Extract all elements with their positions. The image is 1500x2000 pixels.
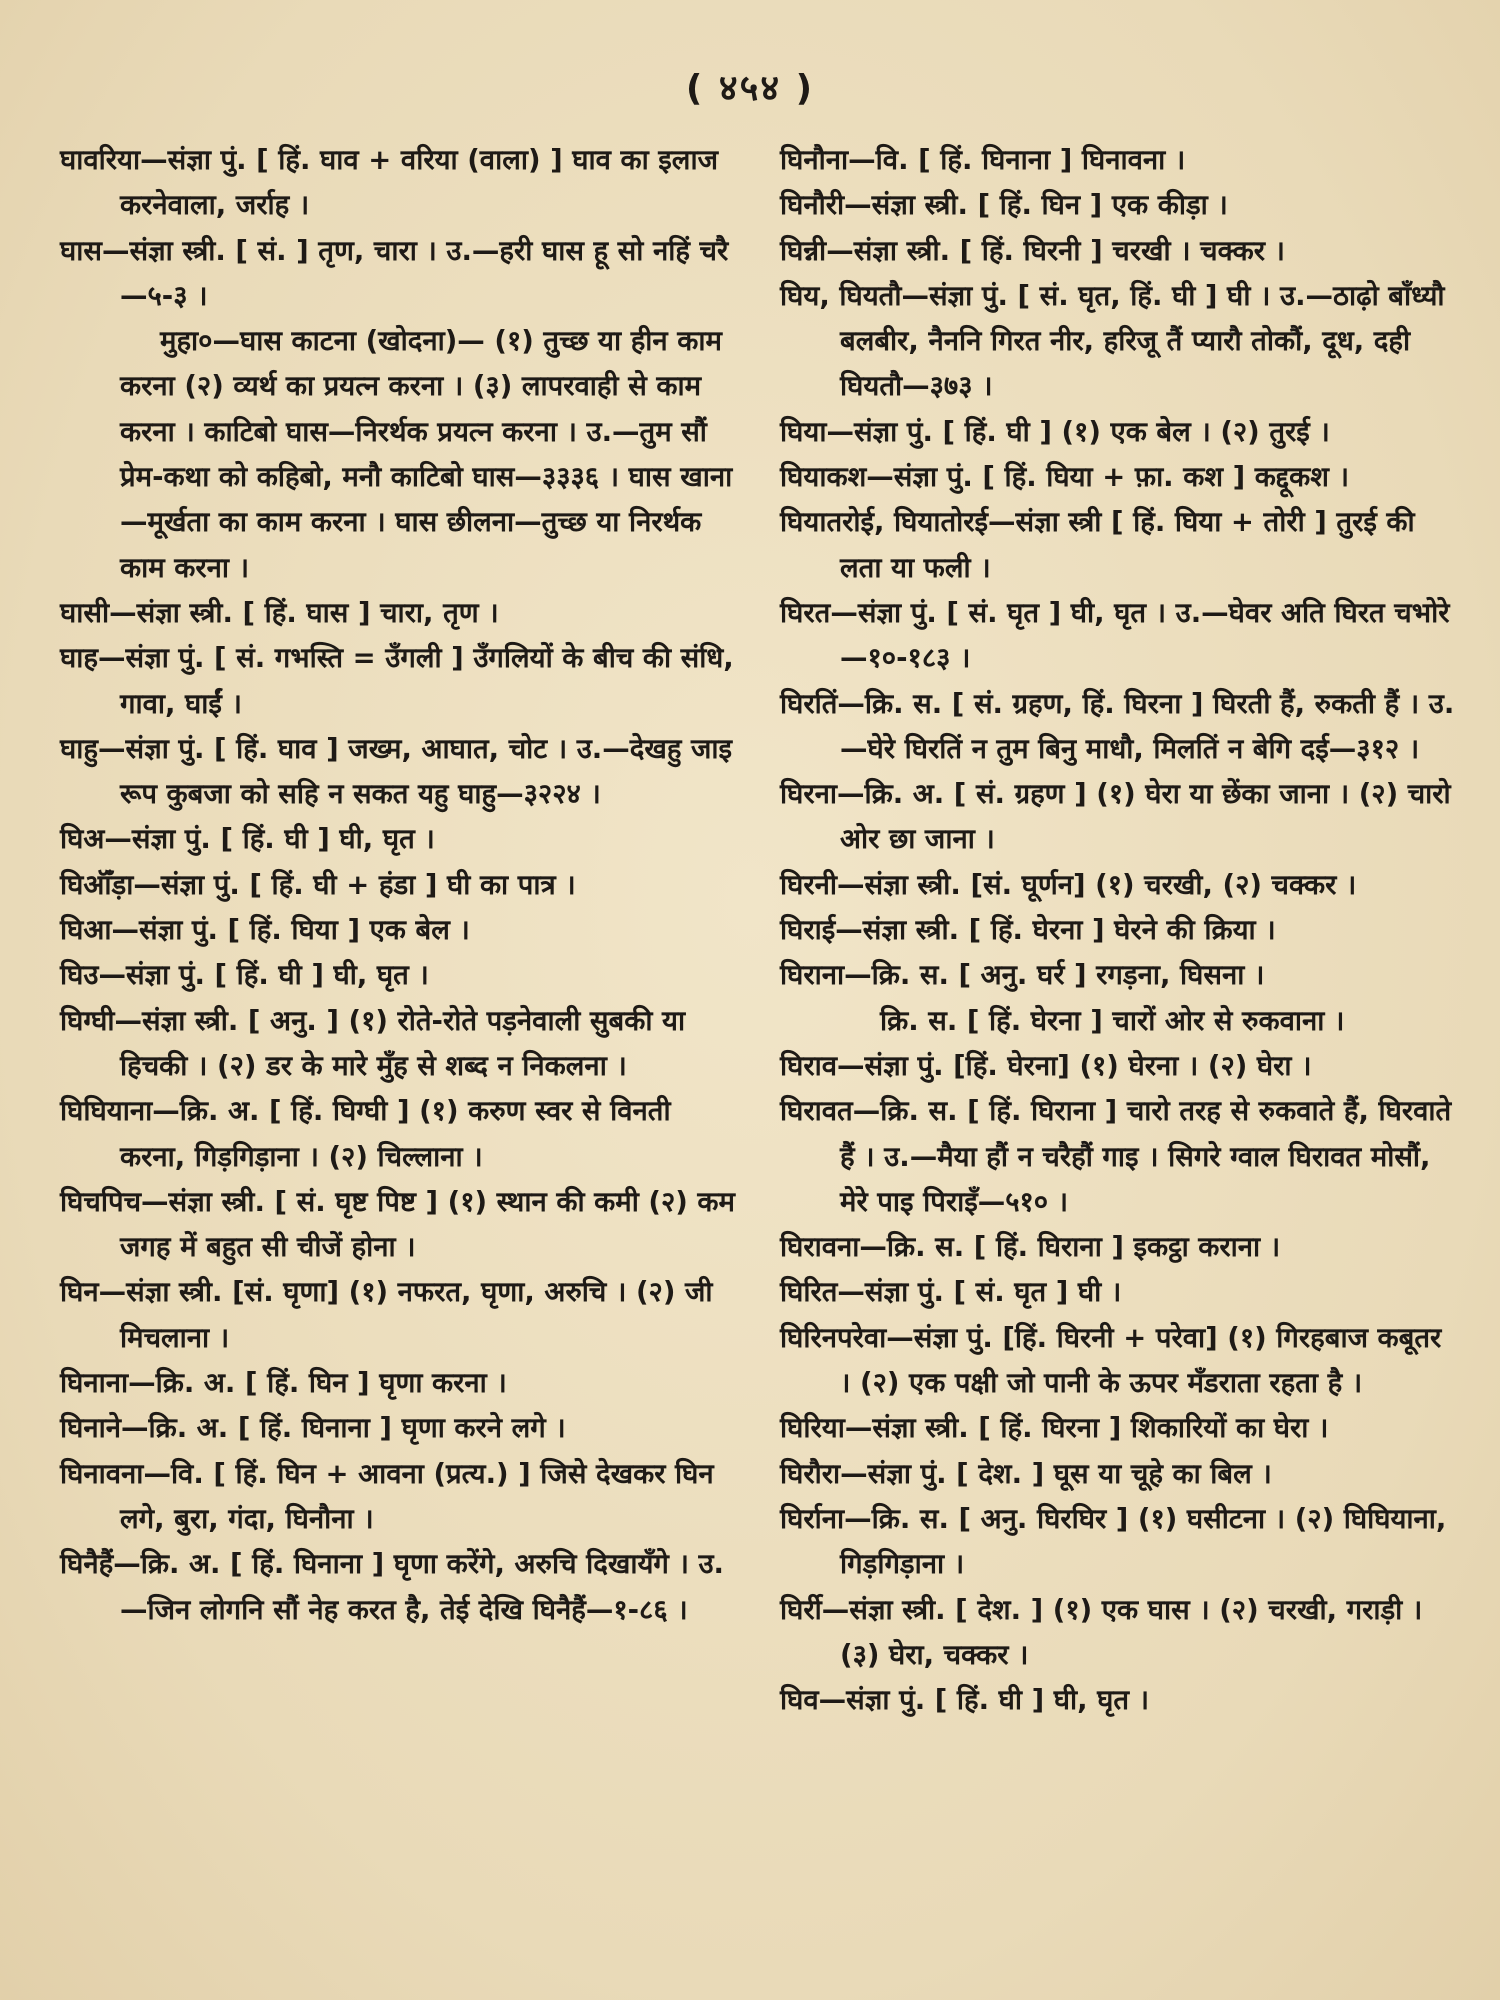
- headword: घावरिया: [60, 144, 141, 176]
- headword: घिया: [780, 415, 827, 448]
- dictionary-entry: [780, 410, 1458, 455]
- dictionary-entry: [780, 500, 1458, 591]
- definition: —संज्ञा स्त्री. [ हिं. घेरना ] घेरने की क्रिया ।: [835, 914, 1276, 947]
- definition: —क्रि. अ. [ हिं. घिनाना ] घृणा करेंगे, अरुचि दिखायँगे । उ.—जिन लोगनि सौं नेह करत है, तेई देखि घिनैहैं—१-८६ ।: [113, 1548, 724, 1626]
- definition: —संज्ञा स्त्री. [सं. घृणा] (१) नफरत, घृणा, अरुचि । (२) जी मिचलाना ।: [98, 1276, 713, 1354]
- headword: घाह: [60, 642, 98, 675]
- definition: —संज्ञा पुं. [हिं. घेरना] (१) घेरना । (२) घेरा ।: [837, 1049, 1312, 1082]
- headword: घिर्राना: [780, 1502, 845, 1535]
- headword: घिव: [780, 1684, 819, 1717]
- definition: —संज्ञा पुं. [ हिं. घाव + वरिया (वाला) ] घाव का इलाज करनेवाला, जर्राह ।: [120, 144, 718, 222]
- headword: घास: [60, 234, 102, 267]
- headword: घियाकश: [780, 461, 867, 494]
- definition: —क्रि. स. [ सं. ग्रहण, हिं. घिरना ] घिरती हैं, रुकती हैं । उ.—घेरे घिरतिं न तुम बिनु माधौ, मिलतिं न बेगि दई—३१२ ।: [837, 687, 1455, 765]
- definition: —संज्ञा स्त्री. [ सं. ] तृण, चारा । उ.—हरी घास हू सो नहिं चरै—५-३ ।: [101, 234, 729, 312]
- dictionary-entry: [780, 1406, 1458, 1451]
- headword: घिरित: [780, 1276, 838, 1309]
- left-column: [60, 138, 740, 1633]
- definition: —संज्ञा पुं. [ हिं. घी ] घी, घृत ।: [98, 959, 429, 992]
- headword: घिनाना: [60, 1367, 129, 1400]
- definition: —संज्ञा स्त्री. [ देश. ] (१) एक घास । (२) चरखी, गराड़ी । (३) घेरा, चक्कर ।: [821, 1593, 1423, 1671]
- dictionary-entry: [780, 591, 1458, 682]
- definition: —क्रि. अ. [ हिं. घिन ] घृणा करना ।: [128, 1367, 507, 1400]
- dictionary-entry: [780, 953, 1458, 998]
- definition: मुहा०—घास काटना (खोदना)— (१) तुच्छ या हीन काम करना (२) व्यर्थ का प्रयत्न करना । (३) लापरवाही से काम करना । काटिबो घास—निरर्थक प्रयत्न करना । उ.—तुम सौं प्रेम-कथा को कहिबो, मनौ काटिबो घास—३३३६ । घास खाना—मूर्खता का काम करना । घास छीलना—तुच्छ या निरर्थक काम करना ।: [120, 325, 733, 584]
- headword: घिरना: [780, 778, 838, 811]
- definition: —वि. [ हिं. घिनाना ] घिनावना ।: [848, 144, 1186, 176]
- definition: —क्रि. स. [ हिं. घिराना ] इकट्ठा कराना ।: [859, 1231, 1281, 1264]
- definition: —संज्ञा स्त्री. [ सं. घृष्ट पिष्ट ] (१) स्थान की कमी (२) कम जगह में बहुत सी चीजें होना ।: [120, 1185, 735, 1264]
- dictionary-entry: [60, 138, 740, 229]
- definition: क्रि. स. [ हिं. घेरना ] चारों ओर से रुकवाना ।: [880, 1004, 1345, 1037]
- headword: घिरतिं: [780, 687, 838, 720]
- dictionary-entry: [60, 1542, 740, 1633]
- definition: —संज्ञा पुं. [ हिं. घी + हंडा ] घी का पात्र ।: [133, 868, 576, 901]
- headword: घिय, घियतौ: [780, 279, 902, 312]
- headword: घिरत: [780, 596, 831, 629]
- dictionary-entry: [780, 772, 1458, 863]
- right-column: [780, 138, 1458, 1723]
- dictionary-entry: [780, 999, 1458, 1044]
- definition: —संज्ञा स्त्री. [ हिं. घिन ] एक कीड़ा ।: [844, 189, 1228, 222]
- dictionary-entry: [780, 229, 1458, 274]
- headword: घिर्री: [780, 1593, 822, 1626]
- definition: —क्रि. स. [ अनु. घर्र ] रगड़ना, घिसना ।: [844, 959, 1265, 992]
- definition: —संज्ञा स्त्री [ हिं. घिया + तोरी ] तुरई की लता या फली ।: [840, 506, 1415, 584]
- headword: घिराई: [780, 914, 836, 947]
- dictionary-entry: [60, 636, 740, 727]
- definition: —संज्ञा पुं. [ हिं. घी ] (१) एक बेल । (२) तुरई ।: [826, 415, 1330, 448]
- headword: घिचपिच: [60, 1185, 142, 1218]
- headword: घिन्नी: [780, 234, 827, 267]
- definition: —संज्ञा पुं. [हिं. घिरनी + परेवा] (१) गिरहबाज कबूतर । (२) एक पक्षी जो पानी के ऊपर मँडराता रहता है ।: [840, 1321, 1442, 1400]
- definition: —संज्ञा पुं. [ सं. घृत, हिं. घी ] घी । उ.—ठाढ़ो बाँध्यौ बलबीर, नैननि गिरत नीर, हरिजू तैं प्यारौ तोकौं, दूध, दही घियतौ—३७३ ।: [840, 279, 1445, 403]
- definition: —वि. [ हिं. घिन + आवना (प्रत्य.) ] जिसे देखकर घिन लगे, बुरा, गंदा, घिनौना ।: [120, 1457, 714, 1535]
- headword: घिग्घी: [60, 1004, 115, 1037]
- definition: —संज्ञा स्त्री. [ हिं. घास ] चारा, तृण ।: [109, 596, 499, 629]
- headword: घिउ: [60, 959, 99, 992]
- definition: —संज्ञा स्त्री. [ हिं. घिरनी ] चरखी । चक्कर ।: [826, 234, 1285, 267]
- headword: घिनौना: [780, 144, 849, 176]
- dictionary-entry: [60, 1180, 740, 1271]
- dictionary-entry: [780, 1044, 1458, 1089]
- headword: घिनाने: [60, 1412, 122, 1445]
- dictionary-entry: [780, 1588, 1458, 1679]
- definition: —संज्ञा पुं. [ सं. गभस्ति = उँगली ] उँगलियों के बीच की संधि, गावा, घाईं ।: [97, 642, 734, 720]
- page-number: ( ४५४ ): [685, 68, 815, 109]
- dictionary-entry: [60, 999, 740, 1090]
- dictionary-entry: [780, 183, 1458, 228]
- headword: घिअ: [60, 823, 105, 856]
- definition: —संज्ञा पुं. [ हिं. घी ] घी, घृत ।: [104, 823, 435, 856]
- dictionary-entry: [60, 1361, 740, 1406]
- definition: —संज्ञा पुं. [ सं. घृत ] घी, घृत । उ.—घेवर अति घिरत चभोरे—१०-१८३ ।: [830, 596, 1450, 675]
- dictionary-entry: [780, 863, 1458, 908]
- headword: घिरावत: [780, 1095, 853, 1128]
- dictionary-entry: [780, 1225, 1458, 1270]
- headword: घिआ: [60, 914, 112, 947]
- headword: घिरनी: [780, 868, 838, 901]
- dictionary-entry: [60, 1270, 740, 1361]
- headword: घिन: [60, 1276, 99, 1309]
- dictionary-entry: [60, 319, 740, 591]
- definition: —संज्ञा पुं. [ हिं. घी ] घी, घृत ।: [818, 1684, 1150, 1717]
- definition: —संज्ञा स्त्री. [ अनु. ] (१) रोते-रोते पड़नेवाली सुबकी या हिचकी । (२) डर के मारे मुँह से शब्द न निकलना ।: [114, 1004, 686, 1082]
- headword: घिरिया: [780, 1412, 845, 1445]
- definition: —संज्ञा स्त्री. [ हिं. घिरना ] शिकारियों का घेरा ।: [844, 1412, 1329, 1445]
- headword: घिरौरा: [780, 1457, 841, 1490]
- dictionary-entry: [60, 727, 740, 818]
- headword: घियातरोई, घियातोरई: [780, 506, 989, 539]
- definition: —संज्ञा पुं. [ देश. ] घूस या चूहे का बिल ।: [840, 1457, 1272, 1490]
- headword: घिराव: [780, 1049, 838, 1082]
- headword: घिघियाना: [60, 1095, 153, 1128]
- headword: घिनैहैं: [60, 1548, 114, 1581]
- dictionary-entry: [60, 229, 740, 320]
- headword: घिराना: [780, 959, 845, 992]
- dictionary-entry: [60, 1089, 740, 1180]
- dictionary-entry: [60, 1406, 740, 1451]
- dictionary-entry: [60, 953, 740, 998]
- dictionary-entry: [60, 591, 740, 636]
- definition: —क्रि. अ. [ हिं. घिनाना ] घृणा करने लगे ।: [121, 1412, 566, 1445]
- dictionary-entry: [780, 682, 1458, 773]
- headword: घिऑँड़ा: [60, 868, 134, 901]
- dictionary-entry: [60, 908, 740, 953]
- definition: —क्रि. स. [ हिं. घिराना ] चारो तरह से रुकवाते हैं, घिरवाते हैं । उ.—मैया हौं न चरैहौं गाइ । सिगरे ग्वाल घिरावत मोसौं, मेरे पाइ पिराइँ—५१० ।: [840, 1095, 1452, 1218]
- definition: —क्रि. अ. [ हिं. घिग्घी ] (१) करुण स्वर से विनती करना, गिड़गिड़ाना । (२) चिल्लाना ।: [120, 1095, 671, 1173]
- definition: —संज्ञा पुं. [ हिं. घिया ] एक बेल ।: [111, 914, 470, 947]
- dictionary-entry: [780, 1452, 1458, 1497]
- headword: घासी: [60, 596, 110, 629]
- dictionary-entry: [780, 1678, 1458, 1723]
- definition: —संज्ञा पुं. [ सं. घृत ] घी ।: [837, 1276, 1122, 1309]
- dictionary-entry: [60, 817, 740, 862]
- headword: घिनावना: [60, 1457, 144, 1490]
- definition: —संज्ञा पुं. [ हिं. घिया + फ़ा. कश ] कद्दूकश ।: [866, 461, 1349, 494]
- headword: घिरावना: [780, 1231, 860, 1264]
- dictionary-entry: [780, 1497, 1458, 1588]
- dictionary-entry: [780, 138, 1458, 183]
- definition: —क्रि. अ. [ सं. ग्रहण ] (१) घेरा या छेंका जाना । (२) चारो ओर छा जाना ।: [837, 778, 1451, 856]
- dictionary-entry: [780, 455, 1458, 500]
- dictionary-entry: [780, 1270, 1458, 1315]
- dictionary-entry: [60, 863, 740, 908]
- dictionary-entry: [780, 1316, 1458, 1407]
- headword: घिनौरी: [780, 189, 845, 222]
- dictionary-entry: [780, 908, 1458, 953]
- dictionary-entry: [780, 274, 1458, 410]
- dictionary-entry: [60, 1452, 740, 1543]
- definition: —संज्ञा पुं. [ हिं. घाव ] जख्म, आघात, चोट । उ.—देखहु जाइ रूप कुबजा को सहि न सकत यहु घाहु—३२२४ ।: [97, 732, 733, 811]
- definition: —संज्ञा स्त्री. [सं. घूर्णन] (१) चरखी, (२) चक्कर ।: [837, 868, 1357, 901]
- dictionary-entry: [780, 1089, 1458, 1225]
- headword: घिरिनपरेवा: [780, 1321, 887, 1354]
- definition: —क्रि. स. [ अनु. घिरघिर ] (१) घसीटना । (२) घिघियाना, गिड़गिड़ाना ।: [840, 1502, 1447, 1581]
- headword: घाहु: [60, 732, 98, 765]
